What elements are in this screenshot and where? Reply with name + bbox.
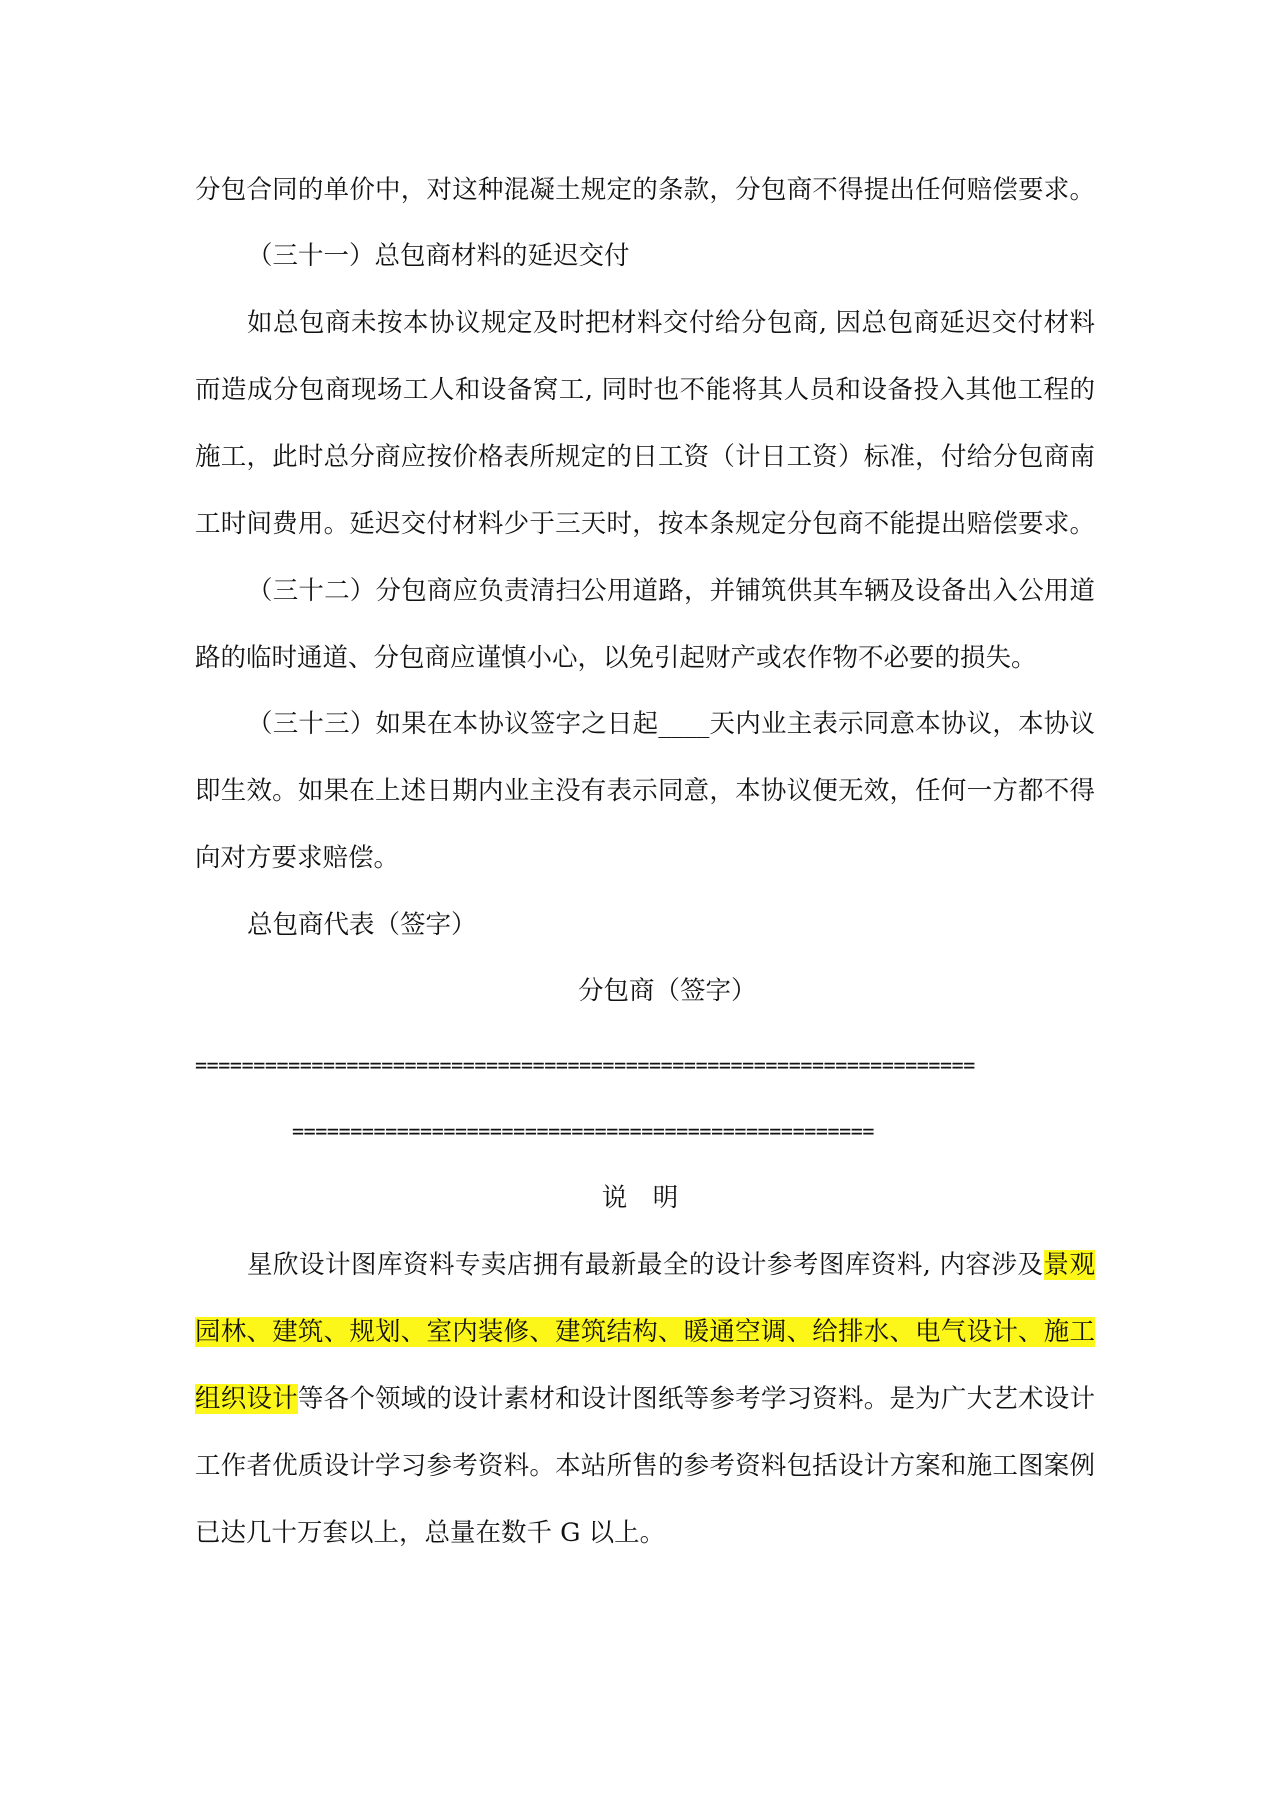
paragraph-line: 施工，此时总分商应按价格表所规定的日工资（计日工资）标准，付给分包商南 bbox=[195, 442, 1095, 472]
note-line: 工作者优质设计学习参考资料。本站所售的参考资料包括设计方案和施工图案例 bbox=[195, 1451, 1095, 1481]
separator-line: ================================================== bbox=[292, 1119, 875, 1143]
note-line bbox=[247, 1247, 1095, 1283]
general-contractor-signature: 总包商代表（签字） bbox=[247, 910, 477, 940]
highlighted-text: 景观 bbox=[1043, 1250, 1095, 1280]
note-text: 星欣设计图库资料专卖店拥有最新最全的设计参考图库资料, 内容涉及 bbox=[247, 1250, 1044, 1280]
paragraph-line: 分包合同的单价中，对这种混凝土规定的条款，分包商不得提出任何赔偿要求。 bbox=[195, 175, 1095, 205]
subcontractor-signature: 分包商（签字） bbox=[578, 976, 757, 1006]
paragraph-line: 即生效。如果在上述日期内业主没有表示同意，本协议便无效，任何一方都不得 bbox=[195, 776, 1095, 806]
clause-31-heading: （三十一）总包商材料的延迟交付 bbox=[247, 241, 630, 271]
paragraph-line: 向对方要求赔偿。 bbox=[195, 843, 400, 873]
highlighted-text: 园林、建筑、规划、室内装修、建筑结构、暖通空调、给排水、电气设计、施工 bbox=[195, 1317, 1095, 1347]
note-line bbox=[195, 1381, 1095, 1417]
separator-line: =================================================================== bbox=[195, 1053, 975, 1077]
paragraph-line: 如总包商未按本协议规定及时把材料交付给分包商, 因总包商延迟交付材料 bbox=[247, 308, 1095, 338]
note-line: 已达几十万套以上，总量在数千 G 以上。 bbox=[195, 1518, 666, 1548]
note-line bbox=[195, 1314, 1095, 1350]
paragraph-line: （三十二）分包商应负责清扫公用道路，并铺筑供其车辆及设备出入公用道 bbox=[247, 576, 1095, 606]
note-title: 说 明 bbox=[601, 1183, 679, 1213]
paragraph-line: 路的临时通道、分包商应谨慎小心，以免引起财产或农作物不必要的损失。 bbox=[195, 643, 1037, 673]
note-text: 等各个领域的设计素材和设计图纸等参考学习资料。是为广大艺术设计 bbox=[297, 1384, 1095, 1414]
paragraph-line: 而造成分包商现场工人和设备窝工, 同时也不能将其人员和设备投入其他工程的 bbox=[195, 375, 1095, 405]
paragraph-line: （三十三）如果在本协议签字之日起____天内业主表示同意本协议，本协议 bbox=[247, 709, 1095, 739]
paragraph-line: 工时间费用。延迟交付材料少于三天时，按本条规定分包商不能提出赔偿要求。 bbox=[195, 509, 1095, 539]
highlighted-text: 组织设计 bbox=[195, 1384, 298, 1414]
